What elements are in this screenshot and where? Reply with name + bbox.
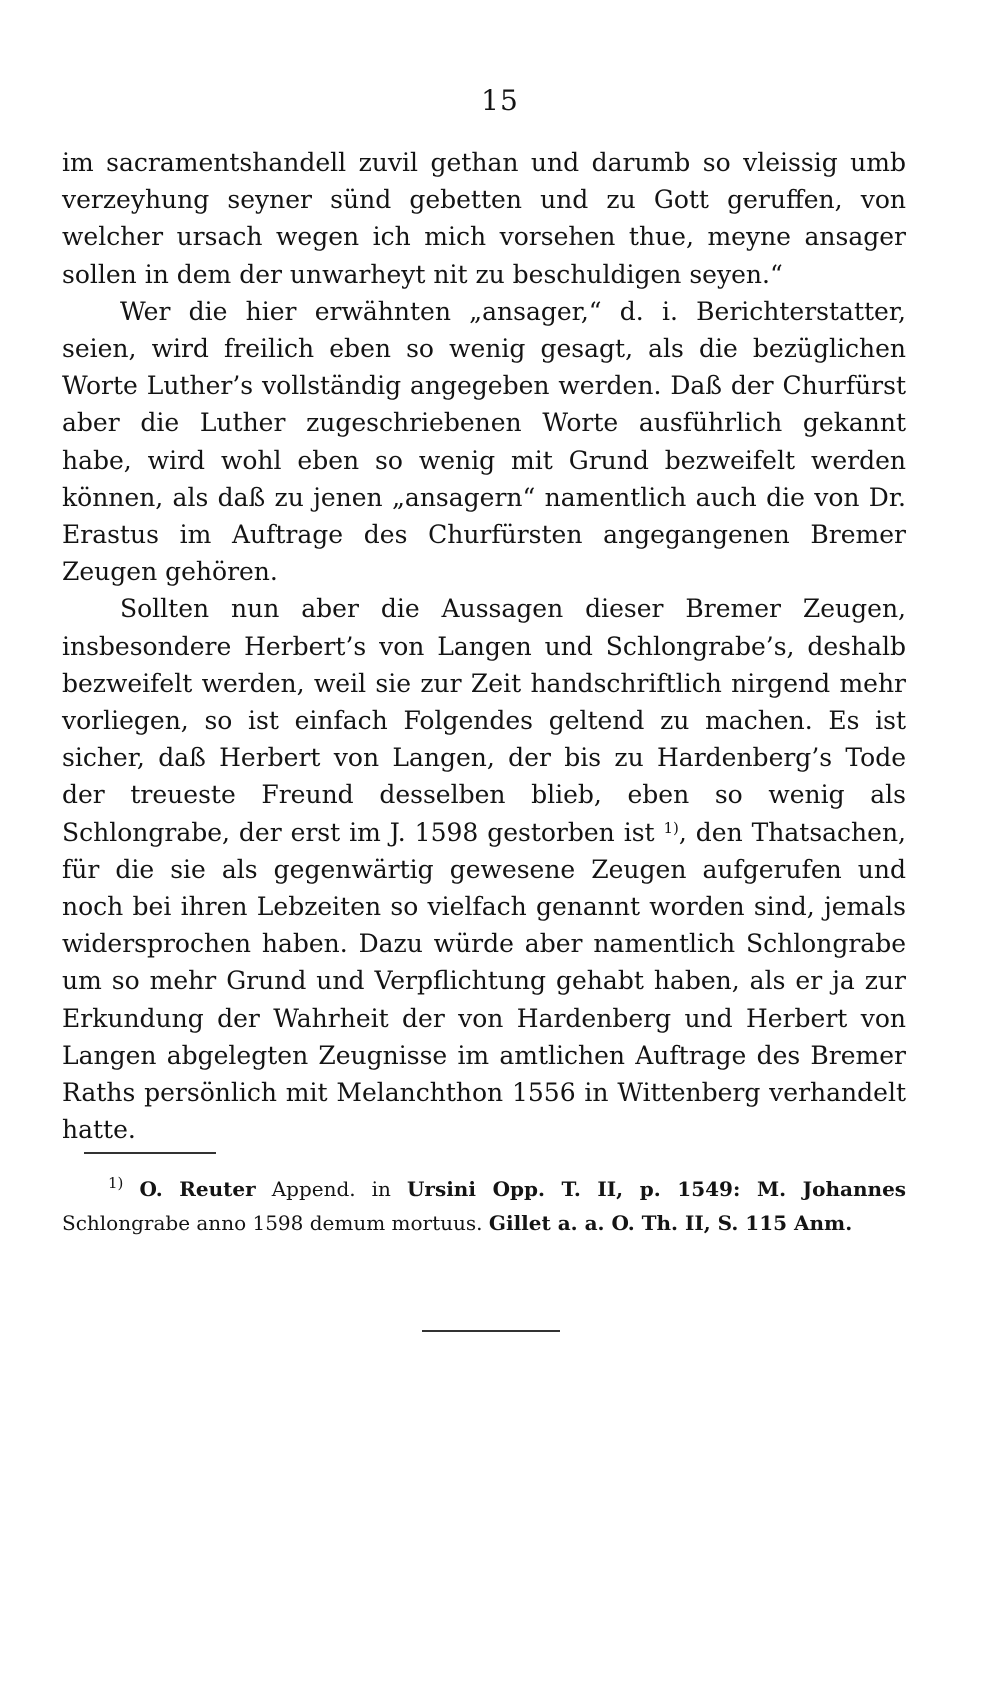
footnote-reference[interactable]: 1) <box>663 818 679 837</box>
footnote-text-b: Schlongrabe anno 1598 demum mortuus. <box>62 1211 483 1235</box>
footnote-divider <box>84 1152 216 1154</box>
paragraph-2: Wer die hier erwähnten „ansager,“ d. i. Berichterstatter, seien, wird freilich eben so wenig gesagt, als die bezüglichen Worte Luther’s vollständig angegeben werden. Daß der Churfürst aber die Luther zugeschriebenen Worte ausführlich gekannt habe, wird wohl eben so wenig mit Grund bezweifelt werden können, als daß zu jenen „ansagern“ namentlich auch die von Dr. Erastus im Auftrage des Churfürsten angegangenen Bremer Zeugen gehören. <box>62 296 906 587</box>
paragraph-3-text-a: Sollten nun aber die Aussagen dieser Bremer Zeugen, insbesondere Herbert’s von Langen und Schlongrabe’s, deshalb bezweifelt werden, weil sie zur Zeit handschriftlich nirgend mehr vorliegen, so ist einfach Folgendes geltend zu machen. Es ist sicher, daß Herbert von Langen, der bis zu Hardenberg’s Tode der treueste Freund desselben blieb, eben so wenig als Schlongrabe, der erst im J. 1598 gestorben ist <box>62 594 906 847</box>
page-number: 15 <box>481 84 519 117</box>
end-divider <box>422 1330 560 1332</box>
footnote-reference-text: Gillet a. a. O. Th. II, S. 115 Anm. <box>488 1211 853 1235</box>
footnote-author: O. Reuter <box>139 1177 256 1201</box>
footnote-text-a: Append. in <box>271 1177 391 1201</box>
footnote-marker: 1) <box>108 1174 124 1192</box>
paragraph-3-text-b: , den Thatsachen, für die sie als gegenwärtig gewesene Zeugen aufgerufen und noch bei ihren Lebzeiten so vielfach genannt worden sind, jemals widersprochen haben. Dazu würde aber namentlich Schlongrabe um so mehr Grund und Verpflichtung gehabt haben, als er ja zur Erkundung der Wahrheit der von Hardenberg und Herbert von Langen abgelegten Zeugnisse im amtlichen Auftrage des Bremer Raths persönlich mit Melanchthon 1556 in Wittenberg verhandelt hatte. <box>62 817 906 1145</box>
paragraph-1: im sacramentshandell zuvil gethan und darumb so vleissig umb verzeyhung seyner sünd gebetten und zu Gott geruffen, von welcher ursach wegen ich mich vorsehen thue, meyne ansager sollen in dem der unwarheyt nit zu beschuldigen seyen.“ <box>62 148 906 289</box>
paragraph-3 <box>62 590 906 1148</box>
footnote <box>62 1172 906 1240</box>
footnote-source: Ursini Opp. T. II, p. 1549: M. Johannes <box>406 1177 907 1201</box>
body-text <box>62 144 906 1148</box>
